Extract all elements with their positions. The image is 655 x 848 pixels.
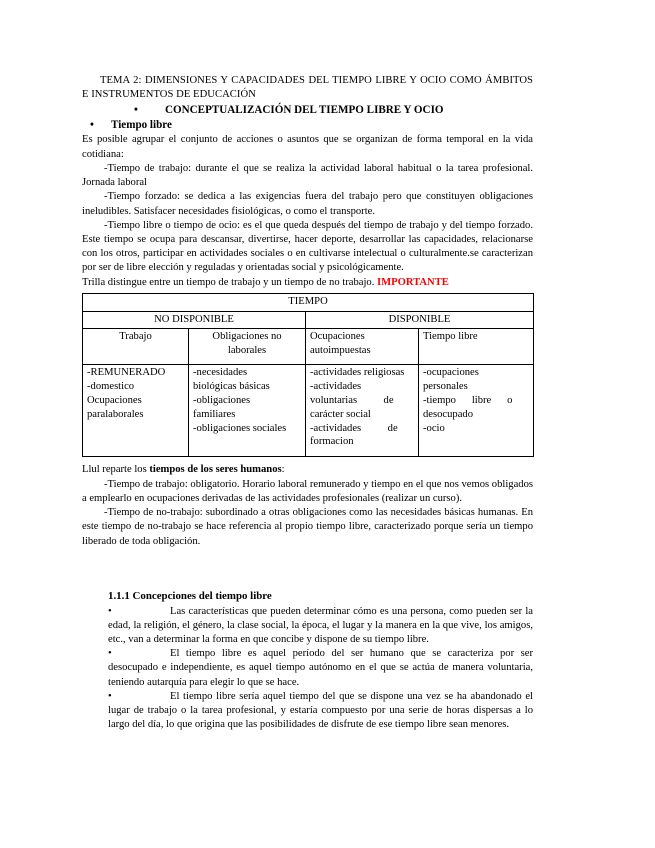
table-cell-obligaciones-no-laborales (189, 365, 306, 457)
table-row-content (83, 365, 534, 457)
cell-line: -actividades de (310, 422, 398, 434)
cell-line: -obligaciones (193, 394, 251, 406)
table-column-header-trabajo: Trabajo (83, 329, 189, 365)
list-item (82, 690, 533, 733)
heading-tiempo-libre (82, 118, 533, 133)
paragraph-tiempo-libre-ocio: -Tiempo libre o tiempo de ocio: es el que queda después del tiempo de trabajo y del tiempo forzado. Este tiempo se ocupa para descansar, divertirse, hacer deporte, desarrollar las capacidades, relacionarse con los otros, participar en actividades sociales o en cultivarse intelectual o culturalmente.se caracterizan por ser de libre elección y reguladas y orientadas social y psicológicamente. (82, 219, 533, 274)
llul-intro-suffix: : (281, 464, 285, 476)
cell-line: -obligaciones sociales (193, 422, 287, 434)
cell-line: -domestico (87, 381, 135, 393)
cell-line: personales (423, 381, 468, 393)
paragraph-llul-tiempo-no-trabajo: -Tiempo de no-trabajo: subordinado a otras obligaciones como las necesidades básicas humanas. En este tiempo de no-trabajo se hace referencia al propio tiempo libre, caracterizado porque sería un tiempo liberado de toda obligación. (82, 507, 533, 547)
list-item-text: El tiempo libre sería aquel tiempo del que se dispone una vez se ha abandonado el lugar de trabajo o la tarea profesional, y estaría compuesto por una serie de horas dispersas a lo largo del día, lo que origina que las posibilidades de disfrute de ese tiempo libre sean menores. (108, 690, 533, 731)
section-spacer (82, 549, 533, 561)
section-111-bullet-list (82, 605, 533, 733)
bullet-icon-wrap (108, 647, 170, 661)
paragraph-llul-intro (82, 463, 533, 477)
paragraph-intro: Es posible agrupar el conjunto de acciones o asuntos que se organizan de forma temporal en la vida cotidiana: (82, 134, 533, 160)
table-column-header-tiempo-libre: Tiempo libre (419, 329, 534, 365)
list-item (82, 647, 533, 690)
table-header-tiempo: TIEMPO (83, 293, 534, 311)
paragraph-tiempo-trabajo: -Tiempo de trabajo: durante el que se realiza la actividad laboral habitual o la tarea profesional. Jornada laboral (82, 162, 533, 189)
heading-conceptualizacion (82, 103, 533, 118)
llul-intro-prefix: Llul reparte los (82, 464, 150, 476)
table-cell-trabajo (83, 365, 189, 457)
bullet-icon: • (90, 119, 94, 132)
table-row-group-headers (83, 311, 534, 329)
cell-line: -actividades religiosas (310, 367, 405, 379)
cell-line: biológicas básicas (193, 381, 270, 393)
paragraph-tiempo-forzado: -Tiempo forzado: se dedica a las exigencias fuera del trabajo pero que constituyen obligaciones ineludibles. Satisfacer necesidades fisiológicas, o como el transporte. (82, 191, 533, 217)
tiempo-table (82, 293, 534, 458)
table-cell-tiempo-libre (419, 365, 534, 457)
bullet-icon: • (134, 103, 138, 116)
table-row-tiempo-header (83, 293, 534, 311)
importante-badge: IMPORTANTE (377, 276, 449, 288)
table-column-header-obligaciones-no-laborales: Obligaciones no laborales (189, 329, 306, 365)
table-group-header-disponible: DISPONIBLE (306, 311, 534, 329)
document-body (82, 74, 533, 733)
paragraph-llul-tiempo-trabajo: -Tiempo de trabajo: obligatorio. Horario laboral remunerado y tiempo en el que nos vemos obligados a emplearlo en ocupaciones derivadas de las actividades profesionales (realizar un curso). (82, 478, 533, 504)
cell-line: familiares (193, 408, 236, 420)
list-item-text: Las características que pueden determinar cómo es una persona, como pueden ser la edad, la religión, el género, la clase social, la época, el lugar y la manera en la que vive, los amigos, etc., van a determinar la forma en que concibe y dispone de su tiempo libre. (108, 605, 533, 645)
heading-tiempo-libre-label: Tiempo libre (111, 119, 172, 132)
paragraph-trilla-text: Trilla distingue entre un tiempo de trabajo y un tiempo de no trabajo. (82, 276, 375, 288)
cell-line: -tiempo libre o (423, 394, 513, 406)
bullet-icon-wrap (108, 605, 170, 619)
bullet-icon: • (108, 648, 112, 660)
heading-conceptualizacion-label: CONCEPTUALIZACIÓN DEL TIEMPO LIBRE Y OCIO (165, 103, 444, 116)
cell-line: formacion (310, 436, 354, 448)
cell-line: -REMUNERADO (87, 367, 166, 379)
cell-line: desocupado (423, 408, 474, 420)
bullet-icon-wrap (108, 690, 170, 704)
table-cell-ocupaciones-autoimpuestas (306, 365, 419, 457)
cell-line: -ocio (423, 422, 445, 434)
cell-line: -necesidades (193, 367, 248, 379)
cell-line: carácter social (310, 408, 371, 420)
list-item (82, 605, 533, 648)
llul-intro-bold: tiempos de los seres humanos (149, 464, 282, 476)
table-row-column-headers (83, 329, 534, 365)
paragraph-trilla (82, 276, 533, 290)
cell-line: paralaborales (87, 408, 144, 420)
cell-line: voluntarias de (310, 394, 394, 406)
bullet-icon: • (108, 605, 112, 617)
cell-line: -actividades (310, 381, 362, 393)
bullet-icon: • (108, 690, 112, 702)
list-item-text: El tiempo libre es aquel período del ser humano que se caracteriza por ser desocupado e independiente, es aquel tiempo autónomo en el que se actúa de manera voluntaria, teniendo autarquía para elegir lo que se hace. (108, 648, 533, 688)
cell-line: Ocupaciones (87, 394, 142, 406)
section-heading-111: 1.1.1 Concepciones del tiempo libre (108, 589, 272, 602)
table-group-header-no-disponible: NO DISPONIBLE (83, 311, 306, 329)
table-column-header-ocupaciones-autoimpuestas: Ocupaciones autoimpuestas (306, 329, 419, 365)
cell-line: -ocupaciones (423, 367, 479, 379)
document-title: TEMA 2: DIMENSIONES Y CAPACIDADES DEL TIEMPO LIBRE Y OCIO COMO ÁMBITOS E INSTRUMENTOS DE EDUCACIÓN (82, 75, 533, 100)
